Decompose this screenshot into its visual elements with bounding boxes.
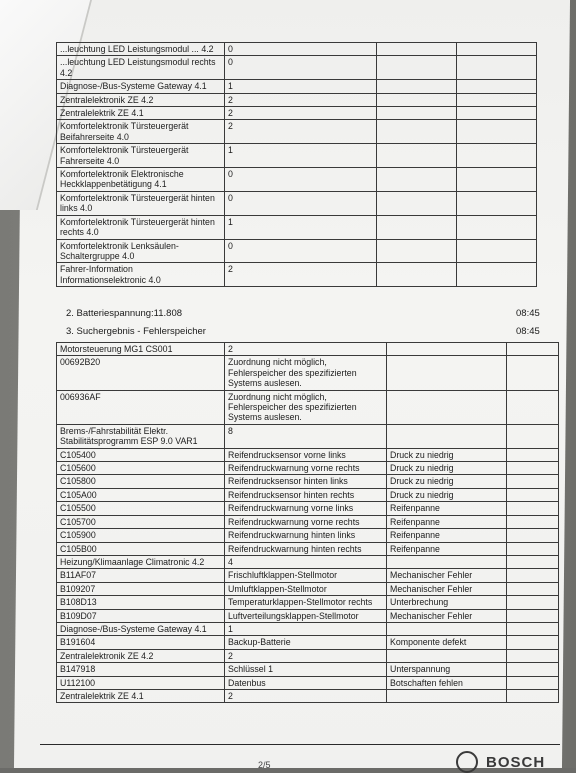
table-cell-col4: [457, 263, 537, 287]
table-cell-desc: Reifendruckwarnung hinten rechts: [225, 542, 387, 555]
table-cell-code: 006936AF: [57, 390, 225, 424]
table-cell-extra: [507, 555, 559, 568]
table-cell-desc: 4: [225, 555, 387, 568]
table-cell-col3: [377, 120, 457, 144]
table-cell-code: C105400: [57, 448, 225, 461]
table-cell-desc: Temperaturklappen-Stellmotor rechts: [225, 596, 387, 609]
table-cell-detail: Komponente defekt: [387, 636, 507, 649]
table-cell-desc: Backup-Batterie: [225, 636, 387, 649]
ecu-status-table: [56, 42, 537, 287]
table-cell-col4: [457, 43, 537, 56]
table-cell-desc: Reifendruckwarnung vorne links: [225, 502, 387, 515]
table-cell-name: Komfortelektronik Türsteuergerät Fahrerseite 4.0: [57, 144, 225, 168]
table-cell-code: B109D07: [57, 609, 225, 622]
battery-voltage-time: 08:45: [516, 308, 540, 319]
table-row: [57, 502, 559, 515]
bosch-logo: BOSCH: [486, 754, 546, 771]
table-cell-code: C105700: [57, 515, 225, 528]
table-cell-extra: [507, 582, 559, 595]
table-cell-code: C105900: [57, 529, 225, 542]
table-row: [57, 168, 537, 192]
table-cell-desc: 2: [225, 689, 387, 702]
table-row: [57, 356, 559, 390]
page-number: 2/5: [258, 760, 271, 770]
table-cell-value: 2: [225, 263, 377, 287]
table-cell-detail: Reifenpanne: [387, 529, 507, 542]
table-cell-col3: [377, 43, 457, 56]
table-cell-desc: 2: [225, 649, 387, 662]
table-cell-col4: [457, 56, 537, 80]
table-row: [57, 488, 559, 501]
battery-voltage-heading: 2. Batteriespannung:11.808: [66, 308, 183, 319]
table-cell-detail: [387, 424, 507, 448]
table-cell-extra: [507, 596, 559, 609]
table-cell-col4: [457, 107, 537, 120]
table-cell-value: 0: [225, 239, 377, 263]
table-cell-col4: [457, 80, 537, 93]
fault-memory-table: [56, 342, 559, 703]
table-cell-detail: Mechanischer Fehler: [387, 609, 507, 622]
table-cell-detail: Botschaften fehlen: [387, 676, 507, 689]
table-row: [57, 239, 537, 263]
table-cell-detail: Reifenpanne: [387, 502, 507, 515]
table-cell-code: Diagnose-/Bus-Systeme Gateway 4.1: [57, 622, 225, 635]
table-cell-value: 1: [225, 80, 377, 93]
table-row: [57, 689, 559, 702]
table-cell-extra: [507, 529, 559, 542]
table-cell-name: Komfortelektronik Elektronische Heckklappenbetätigung 4.1: [57, 168, 225, 192]
table-cell-extra: [507, 390, 559, 424]
table-cell-desc: Reifendrucksensor vorne links: [225, 448, 387, 461]
table-cell-col3: [377, 93, 457, 106]
table-row: [57, 56, 537, 80]
table-cell-desc: Luftverteilungsklappen-Stellmotor: [225, 609, 387, 622]
table-cell-col4: [457, 168, 537, 192]
table-cell-value: 0: [225, 43, 377, 56]
table-cell-extra: [507, 448, 559, 461]
table-cell-extra: [507, 462, 559, 475]
table-cell-extra: [507, 649, 559, 662]
table-row: [57, 515, 559, 528]
table-cell-detail: Reifenpanne: [387, 515, 507, 528]
table-cell-detail: Unterspannung: [387, 663, 507, 676]
table-cell-col3: [377, 191, 457, 215]
table-cell-detail: Druck zu niedrig: [387, 448, 507, 461]
table-cell-value: 2: [225, 120, 377, 144]
table-cell-name: Diagnose-/Bus-Systeme Gateway 4.1: [57, 80, 225, 93]
table-cell-detail: [387, 356, 507, 390]
table-cell-detail: Druck zu niedrig: [387, 488, 507, 501]
table-cell-name: ...leuchtung LED Leistungsmodul rechts 4.2: [57, 56, 225, 80]
table-cell-name: ...leuchtung LED Leistungsmodul ... 4.2: [57, 43, 225, 56]
table-cell-code: Zentralelektrik ZE 4.1: [57, 689, 225, 702]
table-cell-detail: Druck zu niedrig: [387, 475, 507, 488]
table-row: [57, 43, 537, 56]
table-row: [57, 529, 559, 542]
table-cell-extra: [507, 622, 559, 635]
table-cell-detail: Reifenpanne: [387, 542, 507, 555]
fault-memory-time: 08:45: [516, 326, 540, 337]
table-row: [57, 424, 559, 448]
table-cell-name: Zentralelektrik ZE 4.1: [57, 107, 225, 120]
table-row: [57, 622, 559, 635]
table-row: [57, 80, 537, 93]
table-row: [57, 144, 537, 168]
table-cell-extra: [507, 488, 559, 501]
table-cell-desc: Zuordnung nicht möglich, Fehlerspeicher des spezifizierten Systems auslesen.: [225, 356, 387, 390]
table-row: [57, 390, 559, 424]
table-cell-col3: [377, 107, 457, 120]
table-cell-desc: Reifendruckwarnung hinten links: [225, 529, 387, 542]
table-cell-col4: [457, 191, 537, 215]
table-row: [57, 462, 559, 475]
table-cell-extra: [507, 569, 559, 582]
table-row: [57, 542, 559, 555]
table-cell-desc: Zuordnung nicht möglich, Fehlerspeicher des spezifizierten Systems auslesen.: [225, 390, 387, 424]
table-cell-value: 1: [225, 215, 377, 239]
table-cell-extra: [507, 515, 559, 528]
table-cell-extra: [507, 542, 559, 555]
table-cell-code: C105B00: [57, 542, 225, 555]
table-cell-code: U112100: [57, 676, 225, 689]
table-cell-value: 0: [225, 56, 377, 80]
table-row: [57, 636, 559, 649]
table-cell-desc: 2: [225, 343, 387, 356]
table-row: [57, 107, 537, 120]
table-cell-name: Komfortelektronik Türsteuergerät hinten rechts 4.0: [57, 215, 225, 239]
table-cell-extra: [507, 424, 559, 448]
table-cell-detail: [387, 555, 507, 568]
table-cell-value: 0: [225, 191, 377, 215]
table-cell-code: Brems-/Fahrstabilität Elektr. Stabilitätsprogramm ESP 9.0 VAR1: [57, 424, 225, 448]
table-cell-name: Komfortelektronik Lenksäulen-Schaltergruppe 4.0: [57, 239, 225, 263]
table-cell-desc: Frischluftklappen-Stellmotor: [225, 569, 387, 582]
table-cell-name: Komfortelektronik Türsteuergerät hinten links 4.0: [57, 191, 225, 215]
table-cell-detail: [387, 343, 507, 356]
table-cell-col3: [377, 215, 457, 239]
table-cell-code: B109207: [57, 582, 225, 595]
table-cell-code: C105A00: [57, 488, 225, 501]
table-cell-desc: Reifendrucksensor hinten rechts: [225, 488, 387, 501]
table-cell-detail: Unterbrechung: [387, 596, 507, 609]
table-cell-code: B147918: [57, 663, 225, 676]
table-cell-code: B11AF07: [57, 569, 225, 582]
table-row: [57, 191, 537, 215]
table-cell-extra: [507, 636, 559, 649]
table-row: [57, 555, 559, 568]
table-cell-detail: [387, 689, 507, 702]
table-cell-detail: [387, 649, 507, 662]
table-row: [57, 569, 559, 582]
table-cell-extra: [507, 343, 559, 356]
table-cell-code: Heizung/Klimaanlage Climatronic 4.2: [57, 555, 225, 568]
table-row: [57, 596, 559, 609]
table-cell-extra: [507, 502, 559, 515]
table-cell-desc: Datenbus: [225, 676, 387, 689]
table-row: [57, 649, 559, 662]
table-cell-col3: [377, 239, 457, 263]
table-row: [57, 582, 559, 595]
table-cell-col4: [457, 239, 537, 263]
table-row: [57, 120, 537, 144]
table-cell-extra: [507, 609, 559, 622]
table-cell-value: 0: [225, 168, 377, 192]
table-cell-detail: [387, 622, 507, 635]
table-cell-detail: Mechanischer Fehler: [387, 582, 507, 595]
table-cell-value: 2: [225, 107, 377, 120]
table-cell-code: 00692B20: [57, 356, 225, 390]
table-row: [57, 676, 559, 689]
table-cell-col4: [457, 215, 537, 239]
table-row: [57, 448, 559, 461]
table-cell-code: C105600: [57, 462, 225, 475]
table-cell-desc: Reifendruckwarnung vorne rechts: [225, 462, 387, 475]
table-cell-desc: Reifendruckwarnung vorne rechts: [225, 515, 387, 528]
table-cell-name: Zentralelektronik ZE 4.2: [57, 93, 225, 106]
table-cell-code: B108D13: [57, 596, 225, 609]
table-cell-code: Motorsteuerung MG1 CS001: [57, 343, 225, 356]
table-row: [57, 263, 537, 287]
table-cell-desc: Schlüssel 1: [225, 663, 387, 676]
table-cell-col3: [377, 168, 457, 192]
table-row: [57, 475, 559, 488]
table-cell-detail: Druck zu niedrig: [387, 462, 507, 475]
table-cell-name: Komfortelektronik Türsteuergerät Beifahrerseite 4.0: [57, 120, 225, 144]
table-cell-desc: 8: [225, 424, 387, 448]
table-cell-extra: [507, 676, 559, 689]
table-cell-detail: [387, 390, 507, 424]
table-cell-value: 1: [225, 144, 377, 168]
footer-divider: [40, 744, 560, 745]
fault-memory-heading: 3. Suchergebnis - Fehlerspeicher: [66, 326, 206, 337]
table-row: [57, 215, 537, 239]
table-cell-detail: Mechanischer Fehler: [387, 569, 507, 582]
table-cell-name: Fahrer-Information Informationselektronic 4.0: [57, 263, 225, 287]
table-cell-extra: [507, 689, 559, 702]
table-cell-code: Zentralelektronik ZE 4.2: [57, 649, 225, 662]
table-cell-desc: Reifendrucksensor hinten links: [225, 475, 387, 488]
table-cell-code: C105800: [57, 475, 225, 488]
table-cell-col4: [457, 120, 537, 144]
table-cell-col3: [377, 80, 457, 93]
table-cell-col3: [377, 56, 457, 80]
table-cell-desc: 1: [225, 622, 387, 635]
table-cell-extra: [507, 356, 559, 390]
table-cell-desc: Umluftklappen-Stellmotor: [225, 582, 387, 595]
table-cell-extra: [507, 475, 559, 488]
table-cell-col4: [457, 93, 537, 106]
bosch-logo-icon: [456, 751, 478, 773]
table-cell-code: C105500: [57, 502, 225, 515]
table-cell-col4: [457, 144, 537, 168]
table-row: [57, 93, 537, 106]
table-row: [57, 663, 559, 676]
table-cell-code: B191604: [57, 636, 225, 649]
table-cell-col3: [377, 263, 457, 287]
table-cell-col3: [377, 144, 457, 168]
table-cell-extra: [507, 663, 559, 676]
table-row: [57, 609, 559, 622]
table-cell-value: 2: [225, 93, 377, 106]
table-row: [57, 343, 559, 356]
